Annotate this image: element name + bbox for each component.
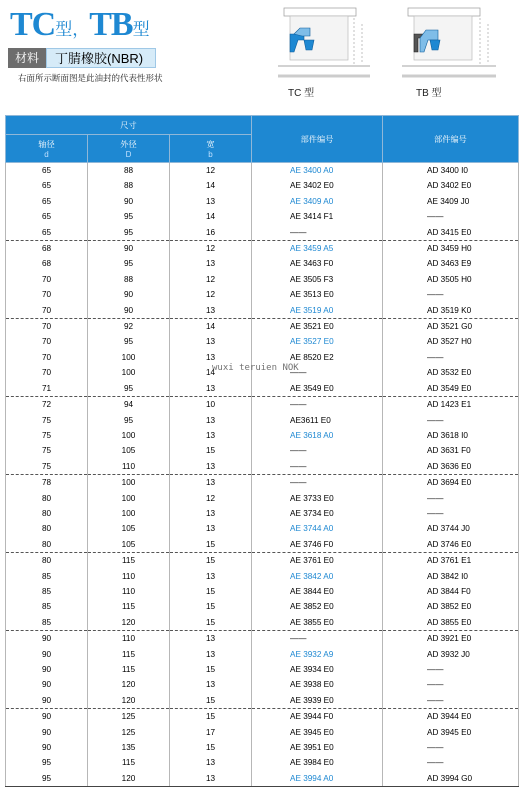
- part-number-cell: AE 3527 E0: [252, 334, 383, 349]
- table-row: [6, 709, 519, 725]
- part-number-header-1: 部件编号: [252, 116, 383, 163]
- outer-diameter-cell: 95: [88, 334, 170, 349]
- outer-diameter-cell: 135: [88, 740, 170, 755]
- shaft-diameter-cell: 75: [6, 459, 88, 475]
- table-row: [6, 194, 519, 209]
- part-number-cell: ——: [252, 459, 383, 475]
- table-row: [6, 256, 519, 271]
- shaft-diameter-cell: 85: [6, 584, 88, 599]
- tc-section-diagram: [268, 4, 376, 82]
- part-number-cell: AD 3852 E0: [383, 599, 519, 614]
- part-number-cell: AE 3761 E0: [252, 553, 383, 569]
- part-number-cell: ——: [383, 693, 519, 709]
- part-number-cell: ——: [252, 225, 383, 241]
- part-number-cell: ——: [252, 365, 383, 380]
- part-number-cell: AE 3844 E0: [252, 584, 383, 599]
- width-cell: 12: [170, 272, 252, 287]
- shaft-diameter-cell: 80: [6, 537, 88, 553]
- width-cell: 13: [170, 413, 252, 428]
- part-number-cell: AE 3934 E0: [252, 662, 383, 677]
- table-row: [6, 740, 519, 755]
- outer-diameter-cell: 88: [88, 272, 170, 287]
- outer-diameter-cell: 115: [88, 553, 170, 569]
- outer-diameter-cell: 100: [88, 475, 170, 491]
- outer-diameter-cell: 88: [88, 163, 170, 179]
- table-row: [6, 272, 519, 287]
- part-number-cell: AE 3842 A0: [252, 569, 383, 584]
- table-row: [6, 241, 519, 257]
- width-cell: 12: [170, 491, 252, 506]
- outer-diameter-cell: 125: [88, 709, 170, 725]
- outer-diameter-cell: 110: [88, 584, 170, 599]
- table-row: [6, 334, 519, 349]
- shaft-diameter-cell: 90: [6, 662, 88, 677]
- table-row: [6, 537, 519, 553]
- part-number-cell: AE 3852 E0: [252, 599, 383, 614]
- part-number-cell: AD 3519 K0: [383, 303, 519, 319]
- outer-diameter-cell: 110: [88, 569, 170, 584]
- shaft-diameter-cell: 65: [6, 163, 88, 179]
- part-number-cell: AE 3855 E0: [252, 615, 383, 631]
- part-number-cell: ——: [252, 443, 383, 458]
- shaft-diameter-cell: 68: [6, 256, 88, 271]
- shaft-diameter-cell: 70: [6, 319, 88, 335]
- outer-diameter-cell: 115: [88, 599, 170, 614]
- part-number-cell: AD 3459 H0: [383, 241, 519, 257]
- watermark: wuxi teruien NOK: [212, 363, 299, 373]
- title-tc-suffix: 型: [55, 20, 73, 40]
- part-number-cell: ——: [252, 631, 383, 647]
- part-number-cell: ——: [383, 506, 519, 521]
- part-number-cell: AE 3549 E0: [252, 381, 383, 397]
- shaft-diameter-cell: 90: [6, 709, 88, 725]
- width-cell: 15: [170, 693, 252, 709]
- shaft-diameter-cell: 85: [6, 615, 88, 631]
- width-cell: 15: [170, 709, 252, 725]
- title-tb: TB: [89, 6, 133, 43]
- outer-diameter-cell: 120: [88, 615, 170, 631]
- part-number-cell: AE 3463 F0: [252, 256, 383, 271]
- outer-diameter-cell: 110: [88, 631, 170, 647]
- part-number-cell: AE 3938 E0: [252, 677, 383, 692]
- shaft-diameter-cell: 90: [6, 647, 88, 662]
- part-number-cell: AD 3761 E1: [383, 553, 519, 569]
- part-number-cell: AE 3402 E0: [252, 178, 383, 193]
- part-number-cell: AD 3400 I0: [383, 163, 519, 179]
- width-cell: 15: [170, 553, 252, 569]
- part-number-cell: AE 3400 A0: [252, 163, 383, 179]
- material-value: 丁腈橡胶(NBR): [46, 48, 156, 68]
- outer-diameter-cell: 105: [88, 443, 170, 458]
- outer-diameter-cell: 125: [88, 725, 170, 740]
- outer-diameter-cell: 120: [88, 693, 170, 709]
- outer-diameter-cell: 115: [88, 647, 170, 662]
- table-row: [6, 677, 519, 692]
- part-number-header-2: 部件编号: [383, 116, 519, 163]
- part-number-cell: AE 3409 J0: [383, 194, 519, 209]
- shaft-diameter-cell: 80: [6, 506, 88, 521]
- width-cell: 15: [170, 599, 252, 614]
- shaft-diameter-cell: 65: [6, 225, 88, 241]
- material-badge: [8, 48, 156, 68]
- shaft-diameter-cell: 95: [6, 771, 88, 787]
- part-number-cell: AE 3459 A5: [252, 241, 383, 257]
- table-row: [6, 615, 519, 631]
- outer-diameter-cell: 120: [88, 771, 170, 787]
- outer-diameter-cell: 90: [88, 194, 170, 209]
- part-number-cell: AD 3549 E0: [383, 381, 519, 397]
- tc-caption: TC 型: [288, 88, 315, 99]
- part-number-cell: AD 3631 F0: [383, 443, 519, 458]
- shaft-diameter-cell: 90: [6, 725, 88, 740]
- table-row: [6, 647, 519, 662]
- part-number-cell: ——: [252, 475, 383, 491]
- part-number-cell: ——: [383, 491, 519, 506]
- table-row: [6, 319, 519, 335]
- part-number-cell: AD 3746 E0: [383, 537, 519, 553]
- part-number-cell: AD 3744 J0: [383, 521, 519, 536]
- width-cell: 13: [170, 521, 252, 536]
- shaft-diameter-cell: 65: [6, 178, 88, 193]
- part-number-cell: AE 3618 A0: [252, 428, 383, 443]
- part-number-cell: AD 3844 F0: [383, 584, 519, 599]
- oil-seal-table: [5, 115, 519, 787]
- table-row: [6, 553, 519, 569]
- part-number-cell: AD 3521 G0: [383, 319, 519, 335]
- part-number-cell: AD 3636 E0: [383, 459, 519, 475]
- part-number-cell: ——: [383, 677, 519, 692]
- outer-diameter-cell: 88: [88, 178, 170, 193]
- outer-diameter-header: 外径 D: [88, 135, 170, 163]
- table-row: [6, 397, 519, 413]
- width-cell: 13: [170, 256, 252, 271]
- part-number-cell: ——: [383, 209, 519, 224]
- shaft-diameter-cell: 90: [6, 631, 88, 647]
- part-number-cell: AD 3945 E0: [383, 725, 519, 740]
- width-cell: 13: [170, 303, 252, 319]
- table-row: [6, 443, 519, 458]
- table-row: [6, 693, 519, 709]
- outer-diameter-cell: 95: [88, 225, 170, 241]
- shaft-diameter-cell: 90: [6, 677, 88, 692]
- table-row: [6, 287, 519, 302]
- outer-diameter-cell: 100: [88, 428, 170, 443]
- width-cell: 15: [170, 584, 252, 599]
- part-number-cell: AE 3951 E0: [252, 740, 383, 755]
- table-row: [6, 163, 519, 179]
- table-row: [6, 725, 519, 740]
- outer-diameter-cell: 94: [88, 397, 170, 413]
- table-row: [6, 459, 519, 475]
- shaft-diameter-cell: 90: [6, 693, 88, 709]
- width-cell: 13: [170, 569, 252, 584]
- part-number-cell: AE 8520 E2: [252, 350, 383, 365]
- outer-diameter-cell: 100: [88, 491, 170, 506]
- shaft-diameter-cell: 72: [6, 397, 88, 413]
- shaft-diameter-cell: 75: [6, 413, 88, 428]
- part-number-cell: AD 3505 H0: [383, 272, 519, 287]
- width-cell: 14: [170, 319, 252, 335]
- part-number-cell: AE 3939 E0: [252, 693, 383, 709]
- width-cell: 13: [170, 334, 252, 349]
- shaft-diameter-cell: 95: [6, 755, 88, 770]
- part-number-cell: ——: [383, 287, 519, 302]
- width-cell: 12: [170, 287, 252, 302]
- outer-diameter-cell: 90: [88, 287, 170, 302]
- part-number-cell: AD 1423 E1: [383, 397, 519, 413]
- shaft-diameter-cell: 85: [6, 599, 88, 614]
- part-number-cell: AE 3505 F3: [252, 272, 383, 287]
- shaft-diameter-cell: 70: [6, 287, 88, 302]
- table-row: [6, 506, 519, 521]
- title-tc: TC: [10, 6, 56, 43]
- title-comma: ，: [72, 20, 90, 40]
- part-number-cell: ——: [383, 740, 519, 755]
- shaft-diameter-cell: 70: [6, 365, 88, 380]
- outer-diameter-cell: 95: [88, 256, 170, 271]
- outer-diameter-cell: 92: [88, 319, 170, 335]
- width-cell: 13: [170, 428, 252, 443]
- part-number-cell: AE 3513 E0: [252, 287, 383, 302]
- width-cell: 14: [170, 365, 252, 380]
- shaft-diameter-cell: 65: [6, 209, 88, 224]
- width-cell: 15: [170, 615, 252, 631]
- part-number-cell: ——: [383, 413, 519, 428]
- width-cell: 15: [170, 740, 252, 755]
- shaft-diameter-cell: 80: [6, 491, 88, 506]
- size-header: 尺寸: [6, 116, 252, 135]
- part-number-cell: AD 3463 E9: [383, 256, 519, 271]
- part-number-cell: AE 3519 A0: [252, 303, 383, 319]
- shaft-diameter-cell: 70: [6, 350, 88, 365]
- width-cell: 13: [170, 755, 252, 770]
- material-label: 材料: [8, 48, 46, 68]
- tb-caption: TB 型: [416, 88, 442, 99]
- width-cell: 13: [170, 631, 252, 647]
- table-row: [6, 755, 519, 770]
- table-row: [6, 381, 519, 397]
- part-number-cell: AD 3855 E0: [383, 615, 519, 631]
- width-cell: 10: [170, 397, 252, 413]
- shaft-diameter-cell: 78: [6, 475, 88, 491]
- part-number-cell: AE 3932 A9: [252, 647, 383, 662]
- part-number-cell: AD 3921 E0: [383, 631, 519, 647]
- width-cell: 12: [170, 241, 252, 257]
- shaft-diameter-cell: 70: [6, 272, 88, 287]
- shaft-diameter-cell: 65: [6, 194, 88, 209]
- outer-diameter-cell: 90: [88, 241, 170, 257]
- part-number-cell: AE3611 E0: [252, 413, 383, 428]
- outer-diameter-cell: 95: [88, 209, 170, 224]
- width-cell: 14: [170, 209, 252, 224]
- table-row: [6, 584, 519, 599]
- part-number-cell: AD 3618 I0: [383, 428, 519, 443]
- outer-diameter-cell: 105: [88, 521, 170, 536]
- shaft-diameter-cell: 70: [6, 334, 88, 349]
- outer-diameter-cell: 100: [88, 350, 170, 365]
- table-row: [6, 599, 519, 614]
- width-header: 宽 b: [170, 135, 252, 163]
- shaft-diameter-cell: 80: [6, 553, 88, 569]
- part-number-cell: AD 3532 E0: [383, 365, 519, 380]
- width-cell: 14: [170, 178, 252, 193]
- part-number-cell: AD 3842 I0: [383, 569, 519, 584]
- shaft-diameter-cell: 68: [6, 241, 88, 257]
- page-title: [10, 6, 150, 42]
- table-row: [6, 771, 519, 787]
- width-cell: 13: [170, 771, 252, 787]
- shaft-diameter-cell: 90: [6, 740, 88, 755]
- part-number-cell: AD 3932 J0: [383, 647, 519, 662]
- table-row: [6, 491, 519, 506]
- shaft-diameter-cell: 80: [6, 521, 88, 536]
- width-cell: 13: [170, 506, 252, 521]
- table-row: [6, 413, 519, 428]
- part-number-cell: AD 3944 E0: [383, 709, 519, 725]
- section-note: 右面所示断面图是此油封的代表性形状: [18, 73, 163, 83]
- part-number-cell: AD 3994 G0: [383, 771, 519, 787]
- width-cell: 17: [170, 725, 252, 740]
- title-tb-suffix: 型: [132, 20, 150, 40]
- width-cell: 13: [170, 350, 252, 365]
- part-number-cell: AE 3733 E0: [252, 491, 383, 506]
- width-cell: 16: [170, 225, 252, 241]
- width-cell: 15: [170, 443, 252, 458]
- table-row: [6, 428, 519, 443]
- outer-diameter-cell: 90: [88, 303, 170, 319]
- table-row: [6, 662, 519, 677]
- shaft-diameter-cell: 85: [6, 569, 88, 584]
- width-cell: 13: [170, 475, 252, 491]
- part-number-cell: AE 3994 A0: [252, 771, 383, 787]
- width-cell: 13: [170, 381, 252, 397]
- part-number-cell: AD 3415 E0: [383, 225, 519, 241]
- part-number-cell: AE 3734 E0: [252, 506, 383, 521]
- part-number-cell: AE 3414 F1: [252, 209, 383, 224]
- table-row: [6, 521, 519, 536]
- outer-diameter-cell: 105: [88, 537, 170, 553]
- table-row: [6, 303, 519, 319]
- part-number-cell: ——: [383, 755, 519, 770]
- part-number-cell: AE 3409 A0: [252, 194, 383, 209]
- tb-section-diagram: [396, 4, 504, 82]
- table-row: [6, 178, 519, 193]
- part-number-cell: AE 3984 E0: [252, 755, 383, 770]
- width-cell: 15: [170, 662, 252, 677]
- width-cell: 12: [170, 163, 252, 179]
- part-number-cell: AE 3521 E0: [252, 319, 383, 335]
- part-number-cell: ——: [383, 662, 519, 677]
- part-number-cell: AE 3944 F0: [252, 709, 383, 725]
- outer-diameter-cell: 115: [88, 755, 170, 770]
- table-row: [6, 209, 519, 224]
- part-number-cell: AE 3945 E0: [252, 725, 383, 740]
- width-cell: 15: [170, 537, 252, 553]
- width-cell: 13: [170, 647, 252, 662]
- outer-diameter-cell: 95: [88, 413, 170, 428]
- width-cell: 13: [170, 459, 252, 475]
- outer-diameter-cell: 95: [88, 381, 170, 397]
- part-number-cell: AE 3746 F0: [252, 537, 383, 553]
- table-row: [6, 569, 519, 584]
- table-row: [6, 475, 519, 491]
- shaft-diameter-cell: 75: [6, 428, 88, 443]
- shaft-diameter-header: 轴径 d: [6, 135, 88, 163]
- width-cell: 13: [170, 677, 252, 692]
- part-number-cell: AD 3402 E0: [383, 178, 519, 193]
- part-number-cell: AD 3527 H0: [383, 334, 519, 349]
- outer-diameter-cell: 100: [88, 365, 170, 380]
- table-row: [6, 225, 519, 241]
- shaft-diameter-cell: 70: [6, 303, 88, 319]
- outer-diameter-cell: 120: [88, 677, 170, 692]
- part-number-cell: AD 3694 E0: [383, 475, 519, 491]
- outer-diameter-cell: 110: [88, 459, 170, 475]
- shaft-diameter-cell: 71: [6, 381, 88, 397]
- part-number-cell: AE 3744 A0: [252, 521, 383, 536]
- table-row: [6, 631, 519, 647]
- width-cell: 13: [170, 194, 252, 209]
- outer-diameter-cell: 115: [88, 662, 170, 677]
- part-number-cell: ——: [252, 397, 383, 413]
- shaft-diameter-cell: 75: [6, 443, 88, 458]
- outer-diameter-cell: 100: [88, 506, 170, 521]
- part-number-cell: ——: [383, 350, 519, 365]
